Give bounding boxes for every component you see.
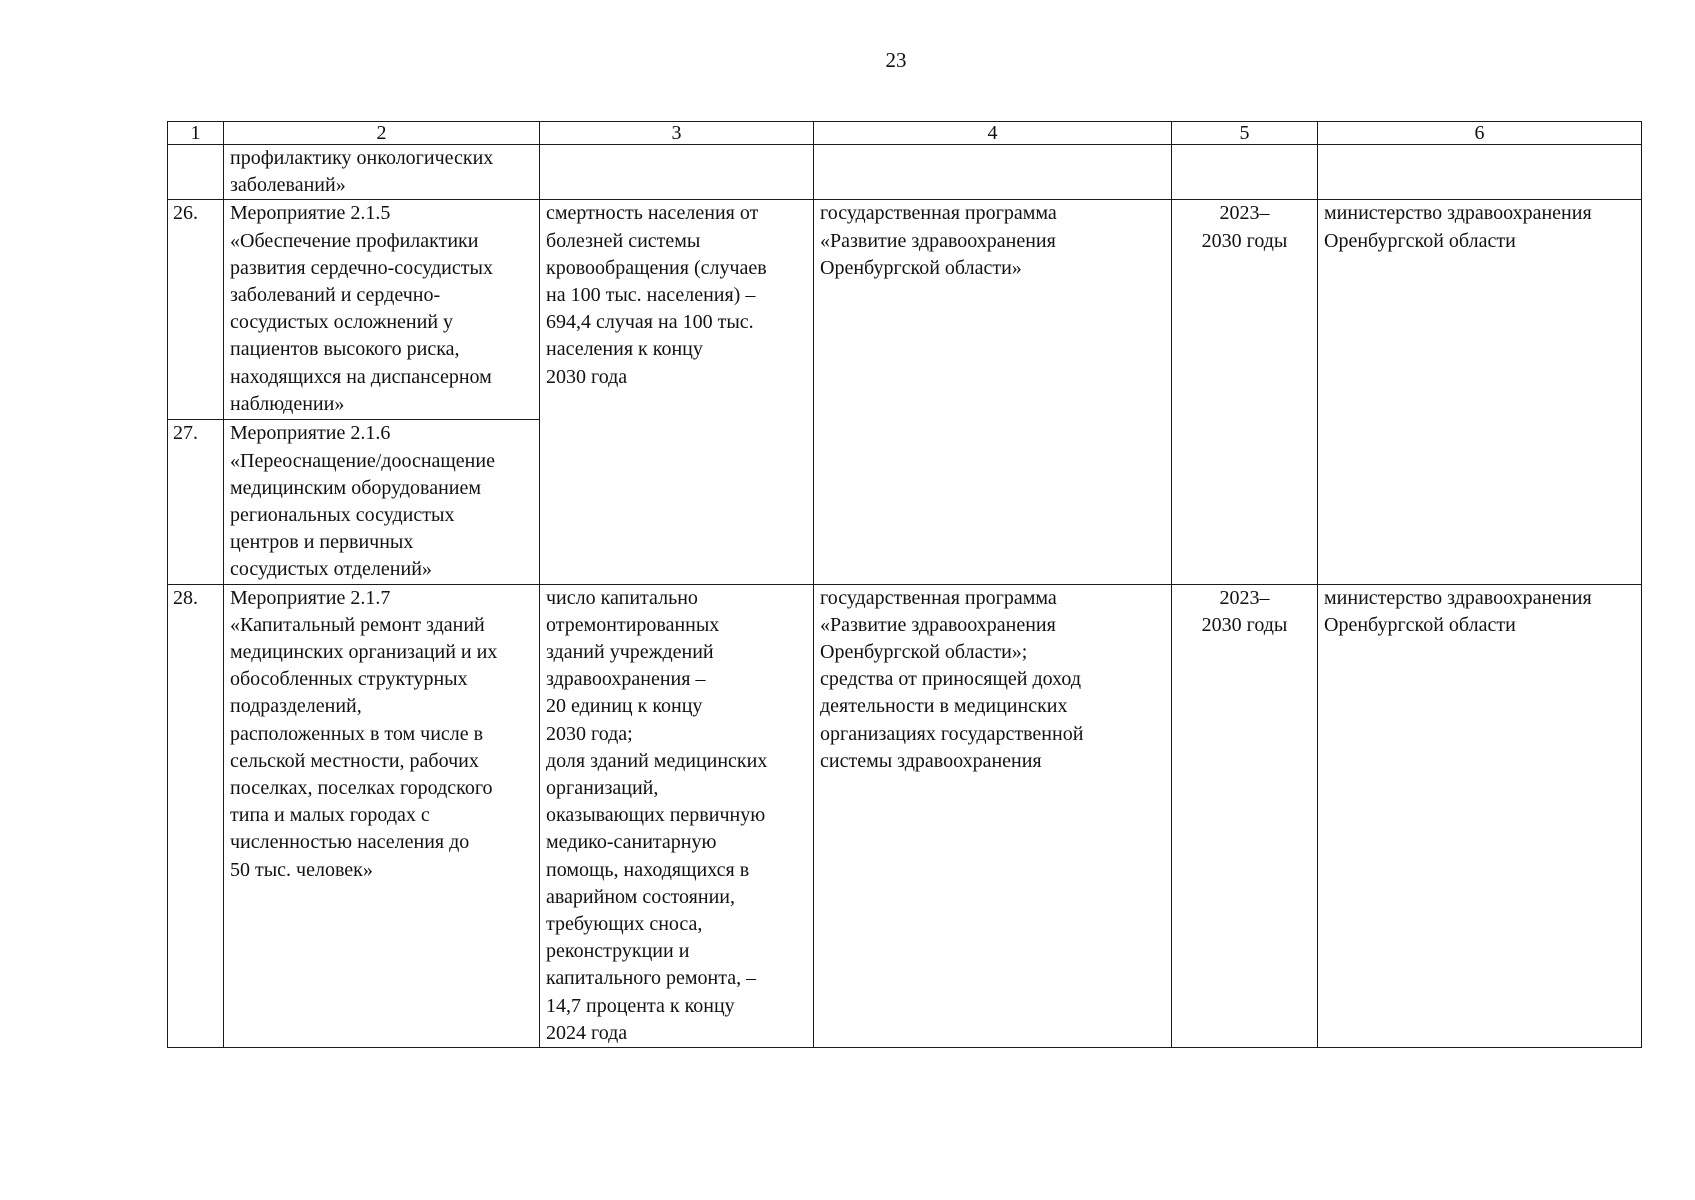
executor-cell [1318,145,1642,200]
column-header: 4 [814,122,1172,145]
table-row [168,145,1642,200]
measure-cell: Мероприятие 2.1.5 «Обеспечение профилактики развития сердечно-сосудистых заболеваний и сердечно- сосудистых осложнений у пациентов высокого риска, находящихся на диспансерном наблюдении» [224,200,540,420]
period-cell: 2023– 2030 годы [1172,584,1318,1047]
measures-table [167,121,1642,1048]
row-number-cell: 27. [168,420,224,584]
column-header: 2 [224,122,540,145]
page-number: 23 [885,48,907,72]
executor-cell: министерство здравоохранения Оренбургской области [1318,200,1642,584]
measure-cell: Мероприятие 2.1.7 «Капитальный ремонт зданий медицинских организаций и их обособленных структурных подразделений, расположенных в том числе в сельской местности, рабочих поселках, поселках городского типа и малых городах с численностью населения до 50 тыс. человек» [224,584,540,1047]
row-number-cell: 26. [168,200,224,420]
funding-source-cell: государственная программа «Развитие здравоохранения Оренбургской области»; средства от приносящей доход деятельности в медицинских организациях государственной системы здравоохранения [814,584,1172,1047]
column-header: 1 [168,122,224,145]
period-cell [1172,145,1318,200]
table-header-row [168,122,1642,145]
table-row [168,200,1642,420]
table-row [168,584,1642,1047]
indicator-cell [540,145,814,200]
row-number-cell: 28. [168,584,224,1047]
measure-cell: Мероприятие 2.1.6 «Переоснащение/дооснащение медицинским оборудованием региональных сосудистых центров и первичных сосудистых отделений» [224,420,540,584]
measure-cell: профилактику онкологических заболеваний» [224,145,540,200]
column-header: 6 [1318,122,1642,145]
funding-source-cell: государственная программа «Развитие здравоохранения Оренбургской области» [814,200,1172,584]
row-number-cell [168,145,224,200]
column-header: 5 [1172,122,1318,145]
indicator-cell: число капитально отремонтированных зданий учреждений здравоохранения – 20 единиц к концу 2030 года; доля зданий медицинских организаций, оказывающих первичную медико-санитарную помощь, находящихся в аварийном состоянии, требующих сноса, реконструкции и капитального ремонта, – 14,7 процента к концу 2024 года [540,584,814,1047]
indicator-cell: смертность населения от болезней системы кровообращения (случаев на 100 тыс. населения) – 694,4 случая на 100 тыс. населения к концу 2030 года [540,200,814,584]
period-cell: 2023– 2030 годы [1172,200,1318,584]
executor-cell: министерство здравоохранения Оренбургской области [1318,584,1642,1047]
column-header: 3 [540,122,814,145]
funding-source-cell [814,145,1172,200]
